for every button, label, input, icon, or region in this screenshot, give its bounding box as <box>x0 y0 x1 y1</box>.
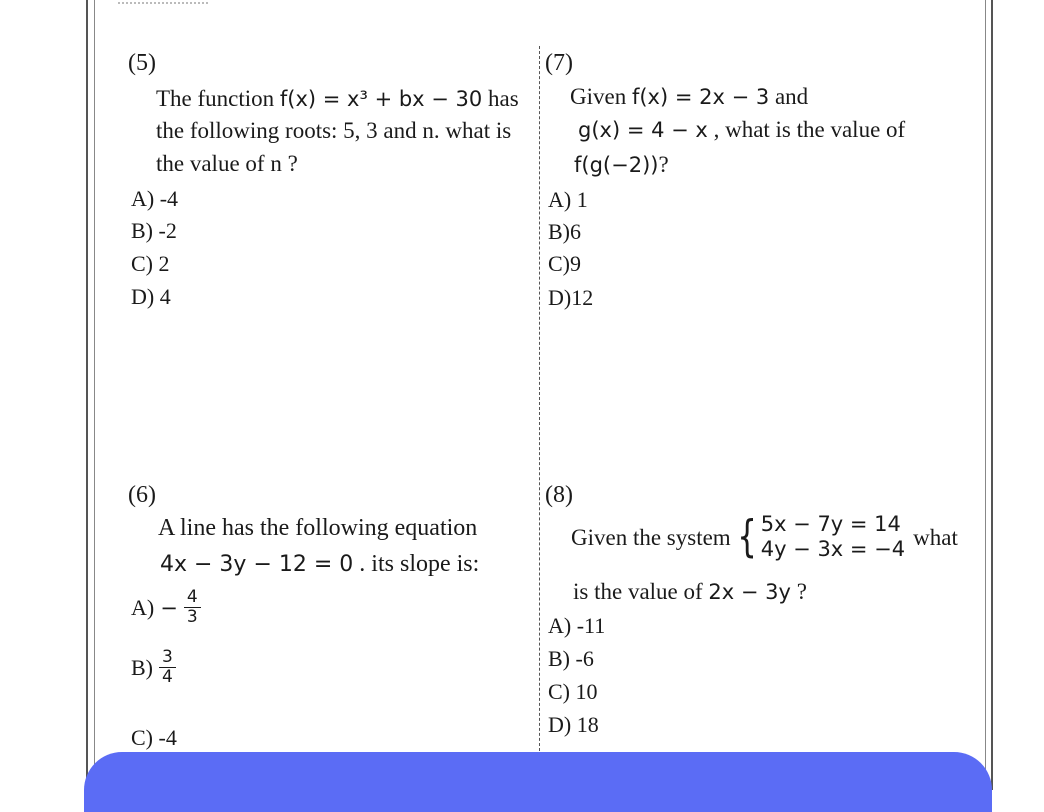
question-stem-line: 4x − 3y − 12 = 0 . its slope is: <box>160 551 480 577</box>
answer-option-d[interactable]: D)12 <box>548 285 594 310</box>
function-expression: g(x) = 4 − x <box>578 118 708 142</box>
answer-option-d[interactable]: D) 4 <box>131 284 171 309</box>
answer-option-b[interactable]: B) $\frac{3}{4}$ <box>131 648 176 687</box>
question-stem-line: g(x) = 4 − x , what is the value of <box>578 117 906 142</box>
question-stem-line: is the value of 2x − 3y ? <box>573 579 807 604</box>
question-number: (5) <box>128 50 156 76</box>
answer-option-a[interactable]: A) -4 <box>131 186 179 211</box>
answer-option-a[interactable]: A) -11 <box>548 613 606 638</box>
question-stem-line: Given the system { 5x − 7y = 14 4y − 3x = −4 what <box>571 511 958 562</box>
answer-option-c[interactable]: C)9 <box>548 251 581 276</box>
question-stem-line: The function f(x) = x³ + bx − 30 has <box>156 86 519 111</box>
question-number: (7) <box>545 50 573 76</box>
fraction: $\frac{4}{3}$ <box>184 588 201 627</box>
function-expression: f(x) = 2x − 3 <box>631 85 770 109</box>
answer-option-d[interactable]: D) 18 <box>548 712 599 737</box>
answer-option-c[interactable]: C) -4 <box>131 725 177 750</box>
composite-expression: f(g(−2)) <box>574 153 659 177</box>
answer-option-b[interactable]: B) -6 <box>548 646 594 671</box>
function-expression: f(x) = x³ + bx − 30 <box>279 87 483 111</box>
question-stem-line: Given f(x) = 2x − 3 and <box>570 84 809 109</box>
equation-1: 5x − 7y = 14 <box>760 512 901 536</box>
answer-option-c[interactable]: C) 2 <box>131 251 170 276</box>
answer-option-b[interactable]: B)6 <box>548 219 581 244</box>
column-divider <box>539 46 540 766</box>
target-expression: 2x − 3y <box>708 580 791 604</box>
question-stem-line: the value of n ? <box>156 151 298 176</box>
bottom-overlay-panel <box>84 752 992 812</box>
question-stem-line: the following roots: 5, 3 and n. what is <box>156 118 512 143</box>
line-equation: 4x − 3y − 12 = 0 <box>160 552 354 577</box>
question-stem-line: A line has the following equation <box>158 515 478 541</box>
answer-option-a[interactable]: A) − $\frac{4}{3}$ <box>131 588 201 627</box>
answer-option-c[interactable]: C) 10 <box>548 679 598 704</box>
equation-2: 4y − 3x = −4 <box>760 537 906 561</box>
answer-option-a[interactable]: A) 1 <box>548 187 588 212</box>
system-brace: { <box>736 511 757 562</box>
question-number: (8) <box>545 482 573 508</box>
question-stem-line: f(g(−2))? <box>574 152 669 177</box>
equation-system <box>761 512 905 562</box>
answer-option-b[interactable]: B) -2 <box>131 218 177 243</box>
question-number: (6) <box>128 482 156 508</box>
fraction: $\frac{3}{4}$ <box>159 648 176 687</box>
